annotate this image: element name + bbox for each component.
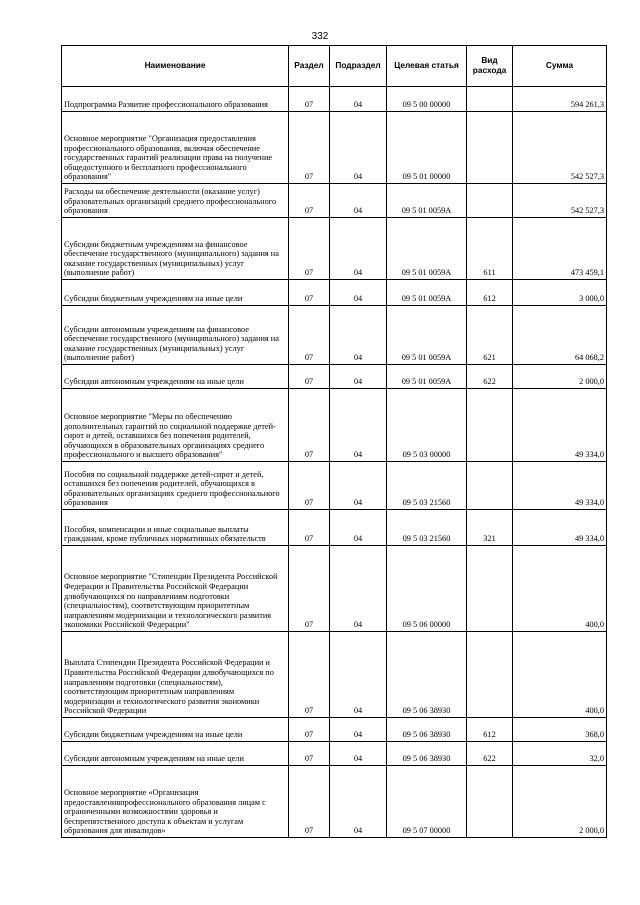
row-name: Расходы на обеспечение деятельности (оказание услуг) образовательных организаций среднего профессионального образования <box>62 184 289 218</box>
row-amount: 594 261,3 <box>513 87 607 112</box>
row-amount: 473 459,1 <box>513 218 607 280</box>
row-name: Пособия по социальной поддержке детей-сирот и детей, оставшихся без попечения родителей, обучающихся в образовательных организациях среднего профессионального образования <box>62 462 289 510</box>
row-subsection: 04 <box>330 742 387 766</box>
row-section: 07 <box>289 742 330 766</box>
table-row <box>62 306 607 365</box>
row-target: 09 5 06 00000 <box>387 546 467 632</box>
row-name: Основное мероприятие «Организация предоставленияпрофессионального образования лицам с ограниченными возможностями здоровья и беспрепятственного доступа к объектам и услугам образования для инвалидов» <box>62 766 289 838</box>
row-type <box>467 112 513 184</box>
row-type <box>467 389 513 462</box>
row-type <box>467 546 513 632</box>
row-subsection: 04 <box>330 87 387 112</box>
row-name: Субсидии бюджетным учреждениям на иные цели <box>62 280 289 306</box>
row-target: 09 5 07 00000 <box>387 766 467 838</box>
row-section: 07 <box>289 546 330 632</box>
row-subsection: 04 <box>330 766 387 838</box>
table-row <box>62 280 607 306</box>
row-target: 09 5 01 0059А <box>387 218 467 280</box>
table-row <box>62 510 607 546</box>
table-row <box>62 389 607 462</box>
table-header-row <box>62 46 607 87</box>
row-amount: 542 527,3 <box>513 184 607 218</box>
page-number: 332 <box>311 31 329 42</box>
row-amount: 49 334,0 <box>513 389 607 462</box>
row-name: Подпрограмма Развитие профессионального образования <box>62 87 289 112</box>
row-section: 07 <box>289 718 330 742</box>
row-section: 07 <box>289 218 330 280</box>
row-section: 07 <box>289 632 330 718</box>
row-subsection: 04 <box>330 718 387 742</box>
row-name: Основное мероприятие "Организация предоставления профессионального образования, включая обеспечение государственных гарантий реализации права на получение общедоступного и бесплатного профессионального образования" <box>62 112 289 184</box>
row-subsection: 04 <box>330 462 387 510</box>
row-target: 09 5 03 21560 <box>387 462 467 510</box>
row-amount: 400,0 <box>513 632 607 718</box>
row-type <box>467 184 513 218</box>
row-target: 09 5 00 00000 <box>387 87 467 112</box>
row-target: 09 5 06 38930 <box>387 742 467 766</box>
row-type: 612 <box>467 280 513 306</box>
row-section: 07 <box>289 365 330 389</box>
header-target: Целевая статья <box>387 46 467 87</box>
row-name: Основное мероприятие "Меры по обеспечению дополнительных гарантий по социальной поддержке детей-сирот и детей, оставшихся без попечения родителей, обучающихся в образовательных организациях среднего профессионального и высшего образования" <box>62 389 289 462</box>
row-type <box>467 462 513 510</box>
row-type: 622 <box>467 742 513 766</box>
table-row <box>62 365 607 389</box>
row-target: 09 5 01 00000 <box>387 112 467 184</box>
row-amount: 2 000,0 <box>513 365 607 389</box>
header-amount: Сумма <box>513 46 607 87</box>
row-section: 07 <box>289 87 330 112</box>
row-subsection: 04 <box>330 546 387 632</box>
row-section: 07 <box>289 280 330 306</box>
row-section: 07 <box>289 510 330 546</box>
row-type: 621 <box>467 306 513 365</box>
row-amount: 49 334,0 <box>513 510 607 546</box>
row-type: 611 <box>467 218 513 280</box>
row-amount: 400,0 <box>513 546 607 632</box>
row-name: Выплата Стипендии Президента Российской Федерации и Правительства Российской Федерации длвобучающихся по направлениям подготовки (специальностям), соответствующим приоритетным направлениям модернизации и технологического развития экономики Российской Федерации <box>62 632 289 718</box>
row-name: Пособия, компенсации и иные социальные выплаты гражданам, кроме публичных нормативных обязательств <box>62 510 289 546</box>
row-subsection: 04 <box>330 112 387 184</box>
row-name: Субсидии автономным учреждениям на финансовое обеспечение государственного (муниципального) задания на оказание государственных (муниципальных) услуг (выполнение работ) <box>62 306 289 365</box>
row-amount: 2 000,0 <box>513 766 607 838</box>
table-row <box>62 462 607 510</box>
row-name: Субсидии автономным учреждениям на иные цели <box>62 365 289 389</box>
row-subsection: 04 <box>330 184 387 218</box>
row-type <box>467 87 513 112</box>
row-name: Субсидии бюджетным учреждениям на финансовое обеспечение государственного (муниципального) задания на оказание государственных (муниципальных) услуг (выполнение работ) <box>62 218 289 280</box>
row-amount: 368,0 <box>513 718 607 742</box>
row-section: 07 <box>289 184 330 218</box>
budget-table <box>61 45 607 838</box>
header-name: Наименование <box>62 46 289 87</box>
table-row <box>62 112 607 184</box>
row-section: 07 <box>289 306 330 365</box>
row-section: 07 <box>289 389 330 462</box>
table-row <box>62 184 607 218</box>
row-type: 622 <box>467 365 513 389</box>
table-row <box>62 718 607 742</box>
row-name: Субсидии бюджетным учреждениям на иные цели <box>62 718 289 742</box>
row-target: 09 5 01 0059А <box>387 306 467 365</box>
row-subsection: 04 <box>330 218 387 280</box>
row-subsection: 04 <box>330 632 387 718</box>
row-target: 09 5 06 38930 <box>387 718 467 742</box>
table-row <box>62 218 607 280</box>
row-target: 09 5 06 38930 <box>387 632 467 718</box>
row-type: 321 <box>467 510 513 546</box>
row-amount: 3 000,0 <box>513 280 607 306</box>
row-type <box>467 766 513 838</box>
row-amount: 32,0 <box>513 742 607 766</box>
row-subsection: 04 <box>330 280 387 306</box>
row-subsection: 04 <box>330 306 387 365</box>
row-type <box>467 632 513 718</box>
row-name: Субсидии автономным учреждениям на иные цели <box>62 742 289 766</box>
table-row <box>62 546 607 632</box>
row-type: 612 <box>467 718 513 742</box>
row-subsection: 04 <box>330 389 387 462</box>
table-row <box>62 766 607 838</box>
row-section: 07 <box>289 766 330 838</box>
row-name: Основное мероприятие "Стипендии Президента Российской Федерации и Правительства Российской Федерации длвобучающихся по направлениям подготовки (специальностям), соответствующим приоритетным направлениям модернизации и технологического развития экономики Российской Федерации" <box>62 546 289 632</box>
table-row <box>62 742 607 766</box>
row-section: 07 <box>289 462 330 510</box>
row-amount: 542 527,3 <box>513 112 607 184</box>
row-target: 09 5 01 0059А <box>387 365 467 389</box>
header-expense-type: Вид расхода <box>467 46 513 87</box>
table-row <box>62 87 607 112</box>
row-target: 09 5 01 0059А <box>387 184 467 218</box>
row-subsection: 04 <box>330 365 387 389</box>
header-section: Раздел <box>289 46 330 87</box>
row-amount: 64 068,2 <box>513 306 607 365</box>
header-subsection: Подраздел <box>330 46 387 87</box>
row-amount: 49 334,0 <box>513 462 607 510</box>
table-row <box>62 632 607 718</box>
row-section: 07 <box>289 112 330 184</box>
row-target: 09 5 01 0059А <box>387 280 467 306</box>
row-subsection: 04 <box>330 510 387 546</box>
row-target: 09 5 03 21560 <box>387 510 467 546</box>
row-target: 09 5 03 00000 <box>387 389 467 462</box>
